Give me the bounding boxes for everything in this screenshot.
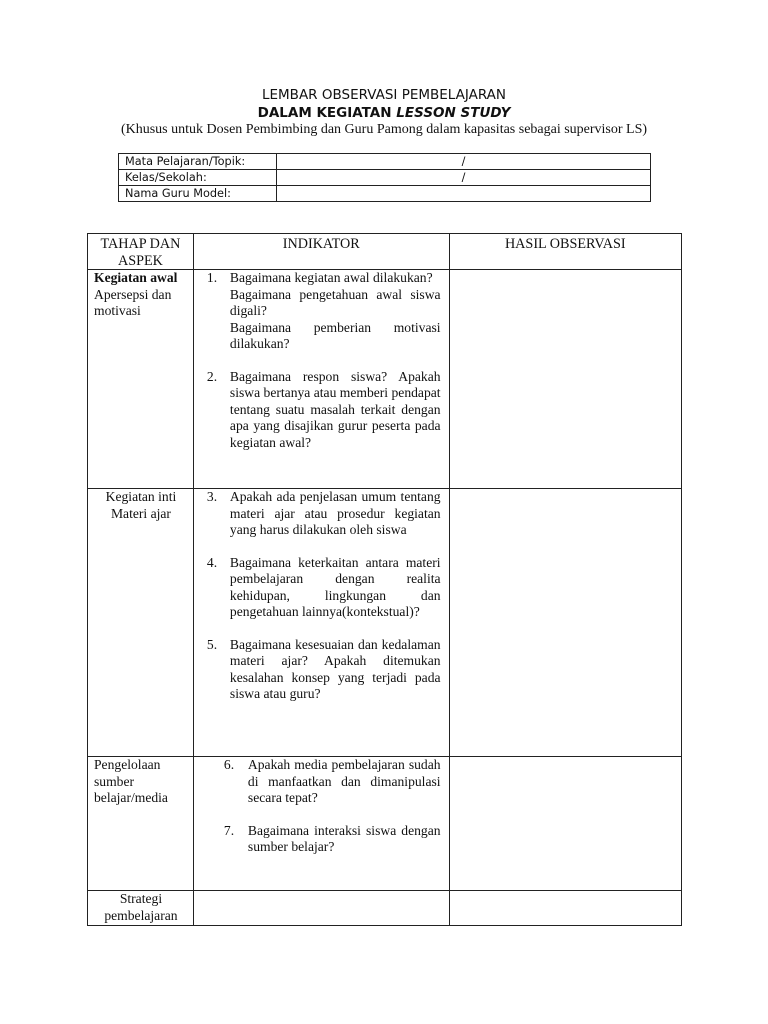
result-field[interactable] [449,891,681,926]
indicator-item [194,489,441,539]
item-text [230,270,441,353]
item-text: Bagaimana respon siswa? Apakah siswa bertanya atau memberi pendapat tentang suatu masalah terkait dengan apa yang disajikan gurur peserta pada kegiatan awal? [229,368,441,450]
stage-title: Strategi pembelajaran [104,891,178,923]
title-prefix: DALAM KEGIATAN [257,105,397,121]
info-row [119,186,651,202]
indicator-cell [193,270,449,489]
stage-aspect: Apersepsi dan motivasi [94,286,172,318]
item-text: Bagaimana interaksi siswa dengan sumber belajar? [247,822,441,854]
indicator-item [194,823,441,856]
item-text: Apakah ada penjelasan umum tentang materi ajar atau prosedur kegiatan yang harus dilakukan oleh siswa [229,489,441,537]
info-value-field[interactable] [277,186,651,202]
info-label: Nama Guru Model: [119,186,277,202]
result-field[interactable] [449,270,681,489]
header-indicator: INDIKATOR [193,234,449,270]
indicator-cell [193,757,449,891]
indicator-item [194,555,441,621]
info-row [119,154,651,170]
indicator-item [194,637,441,703]
item-text: Bagaimana kesesuaian dan kedalaman materi ajar? Apakah ditemukan kesalahan konsep yang terjadi pada siswa atau guru? [229,636,441,701]
stage-cell [88,489,194,757]
table-row-opening [88,270,682,489]
stage-cell [88,757,194,891]
header-stage: TAHAP DAN ASPEK [88,234,194,270]
info-table [118,153,651,202]
stage-cell [88,270,194,489]
table-row-strategy [88,891,682,926]
observation-table [87,233,682,926]
stage-aspect: Materi ajar [110,505,171,521]
indicator-item [194,757,441,807]
item-number: 7. [223,822,235,838]
info-row [119,170,651,186]
indicator-item [194,369,441,452]
info-value-field[interactable]: / [277,154,651,170]
item-number: 1. [206,270,218,285]
document-title: LEMBAR OBSERVASI PEMBELAJARAN [261,87,507,103]
title-italic: LESSON STUDY [396,105,511,121]
item-line: Bagaimana kegiatan awal dilakukan? [229,270,433,285]
result-field[interactable] [449,489,681,757]
table-row-core [88,489,682,757]
item-line: Bagaimana pemberian motivasi dilakukan? [229,319,441,351]
info-value-field[interactable]: / [277,170,651,186]
item-number: 6. [223,757,235,772]
info-label: Mata Pelajaran/Topik: [119,154,277,170]
stage-title: Pengelolaan sumber belajar/media [94,757,168,805]
item-number: 5. [206,636,218,652]
header-result: HASIL OBSERVASI [449,234,681,270]
stage-title: Kegiatan inti [105,489,177,504]
item-line: Bagaimana pengetahuan awal siswa digali? [229,286,441,318]
item-text: Bagaimana keterkaitan antara materi pembelajaran dengan realita kehidupan, lingkungan dan pengetahuan lainnya(kontekstual)? [229,554,441,619]
item-number: 3. [206,489,218,504]
indicator-item [194,270,441,353]
document-title-line2 [0,104,768,122]
stage-title: Kegiatan awal [94,270,178,285]
indicator-field[interactable] [193,891,449,926]
item-text: Apakah media pembelajaran sudah di manfaatkan dan dimanipulasi secara tepat? [247,757,441,805]
table-row-resources [88,757,682,891]
item-number: 2. [206,368,218,384]
result-field[interactable] [449,757,681,891]
table-header-row [88,234,682,270]
info-label: Kelas/Sekolah: [119,170,277,186]
item-number: 4. [206,554,218,570]
stage-cell [88,891,194,926]
indicator-cell [193,489,449,757]
document-subtitle: (Khusus untuk Dosen Pembimbing dan Guru Pamong dalam kapasitas sebagai supervisor LS) [120,122,648,137]
